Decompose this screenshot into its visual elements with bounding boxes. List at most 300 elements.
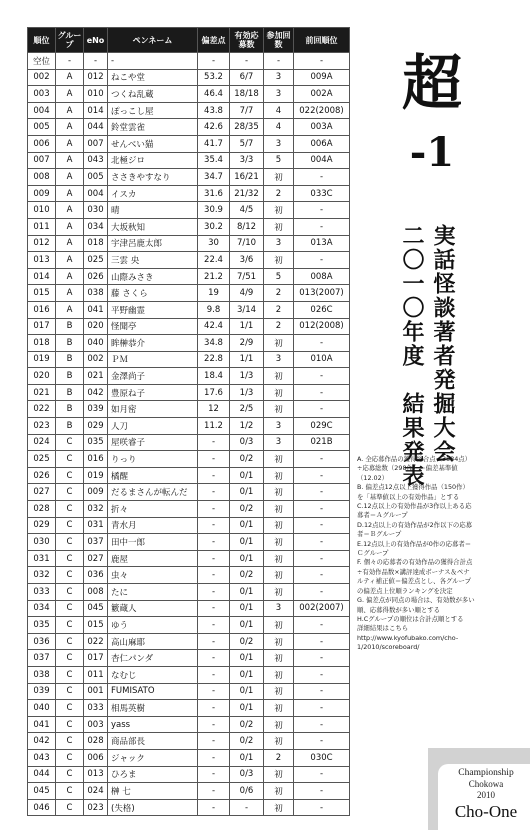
cell-deviation-score: 30.2 xyxy=(198,218,230,235)
cell-participation-count: 初 xyxy=(264,650,294,667)
table-row xyxy=(28,53,350,70)
table-row xyxy=(28,716,350,733)
cell-previous-rank: - xyxy=(294,567,350,584)
cell-entry-number: 013 xyxy=(84,766,108,783)
cell-participation-count: 2 xyxy=(264,301,294,318)
cell-rank: 040 xyxy=(28,700,56,717)
cell-participation-count: 初 xyxy=(264,534,294,551)
cell-pen-name: 商品部長 xyxy=(108,733,198,750)
cell-rank: 008 xyxy=(28,169,56,186)
cell-participation-count: 2 xyxy=(264,318,294,335)
table-row xyxy=(28,617,350,634)
cell-entry-number: 008 xyxy=(84,584,108,601)
cell-pen-name: 屋咲睿子 xyxy=(108,434,198,451)
cell-previous-rank: 029C xyxy=(294,418,350,435)
cell-rank: 021 xyxy=(28,384,56,401)
cell-entry-number: 018 xyxy=(84,235,108,252)
cell-deviation-score: 30.9 xyxy=(198,202,230,219)
cell-entry-number: 026 xyxy=(84,268,108,285)
cell-valid-entries: 0/1 xyxy=(230,550,264,567)
cell-group: C xyxy=(56,766,84,783)
cell-deviation-score: - xyxy=(198,783,230,800)
cell-participation-count: 初 xyxy=(264,484,294,501)
cell-valid-entries: 18/18 xyxy=(230,86,264,103)
cell-participation-count: 初 xyxy=(264,451,294,468)
cell-deviation-score: 9.8 xyxy=(198,301,230,318)
table-row xyxy=(28,550,350,567)
table-row xyxy=(28,235,350,252)
cell-valid-entries: 0/2 xyxy=(230,716,264,733)
cell-pen-name: ぽっこし屋 xyxy=(108,102,198,119)
cell-deviation-score: - xyxy=(198,53,230,70)
cell-entry-number: 019 xyxy=(84,467,108,484)
cell-participation-count: 初 xyxy=(264,218,294,235)
cell-participation-count: 初 xyxy=(264,202,294,219)
cell-pen-name: ねこや堂 xyxy=(108,69,198,86)
table-row xyxy=(28,318,350,335)
cell-valid-entries: 0/6 xyxy=(230,783,264,800)
cell-deviation-score: 31.6 xyxy=(198,185,230,202)
cell-deviation-score: 21.2 xyxy=(198,268,230,285)
cell-previous-rank: - xyxy=(294,451,350,468)
cell-valid-entries: 4/5 xyxy=(230,202,264,219)
cell-previous-rank: - xyxy=(294,368,350,385)
cell-valid-entries: 3/3 xyxy=(230,152,264,169)
table-row xyxy=(28,451,350,468)
cell-entry-number: 023 xyxy=(84,799,108,816)
cell-pen-name: 鹿屋 xyxy=(108,550,198,567)
cell-deviation-score: 12 xyxy=(198,401,230,418)
cell-group: A xyxy=(56,235,84,252)
cell-pen-name: ささきやすなり xyxy=(108,169,198,186)
cell-participation-count: 初 xyxy=(264,517,294,534)
cell-entry-number: 011 xyxy=(84,666,108,683)
cell-previous-rank: 010A xyxy=(294,351,350,368)
cell-previous-rank: - xyxy=(294,534,350,551)
details-label: 詳細結果はこちら xyxy=(357,624,409,633)
cell-group: A xyxy=(56,86,84,103)
cell-rank: 034 xyxy=(28,600,56,617)
cell-participation-count: 3 xyxy=(264,69,294,86)
cell-deviation-score: - xyxy=(198,666,230,683)
cell-participation-count: 3 xyxy=(264,86,294,103)
table-row xyxy=(28,700,350,717)
cell-group: C xyxy=(56,683,84,700)
cell-valid-entries: 0/1 xyxy=(230,617,264,634)
cell-rank: 029 xyxy=(28,517,56,534)
cell-valid-entries: 0/2 xyxy=(230,451,264,468)
cell-entry-number: 031 xyxy=(84,517,108,534)
cell-rank: 031 xyxy=(28,550,56,567)
cell-entry-number: 029 xyxy=(84,418,108,435)
cell-group: A xyxy=(56,119,84,136)
cell-group: B xyxy=(56,418,84,435)
cell-deviation-score: 34.7 xyxy=(198,169,230,186)
cell-participation-count: 初 xyxy=(264,633,294,650)
cell-previous-rank: - xyxy=(294,467,350,484)
table-row xyxy=(28,135,350,152)
cell-deviation-score: - xyxy=(198,534,230,551)
table-header-row xyxy=(28,28,350,53)
cell-rank: 018 xyxy=(28,335,56,352)
table-row xyxy=(28,633,350,650)
cell-previous-rank: - xyxy=(294,401,350,418)
cell-rank: 026 xyxy=(28,467,56,484)
table-row xyxy=(28,501,350,518)
cell-valid-entries: 0/2 xyxy=(230,733,264,750)
cell-valid-entries: 0/1 xyxy=(230,700,264,717)
cell-entry-number: 045 xyxy=(84,600,108,617)
cell-deviation-score: - xyxy=(198,766,230,783)
cell-entry-number: 005 xyxy=(84,169,108,186)
cell-rank: 017 xyxy=(28,318,56,335)
cell-participation-count: 初 xyxy=(264,617,294,634)
header-group: グループ xyxy=(56,28,84,53)
cell-entry-number: 037 xyxy=(84,534,108,551)
cell-rank: 022 xyxy=(28,401,56,418)
cell-previous-rank: - xyxy=(294,218,350,235)
cell-participation-count: 3 xyxy=(264,135,294,152)
cell-previous-rank: 002(2007) xyxy=(294,600,350,617)
cell-deviation-score: 41.7 xyxy=(198,135,230,152)
title-event-name: 実話怪談著者発掘大会 xyxy=(430,224,455,464)
header-entry-number: eNo xyxy=(84,28,108,53)
cell-entry-number: 035 xyxy=(84,434,108,451)
cell-valid-entries: 21/32 xyxy=(230,185,264,202)
table-row xyxy=(28,650,350,667)
cell-deviation-score: - xyxy=(198,501,230,518)
cell-previous-rank: 013(2007) xyxy=(294,285,350,302)
cell-rank: 009 xyxy=(28,185,56,202)
cell-previous-rank: 033C xyxy=(294,185,350,202)
cell-pen-name: 眸榊恭介 xyxy=(108,335,198,352)
cell-participation-count: 2 xyxy=(264,285,294,302)
cell-deviation-score: 53.2 xyxy=(198,69,230,86)
cell-deviation-score: 42.6 xyxy=(198,119,230,136)
table-row xyxy=(28,401,350,418)
cell-valid-entries: 3/14 xyxy=(230,301,264,318)
cell-rank: 015 xyxy=(28,285,56,302)
cell-rank: 空位 xyxy=(28,53,56,70)
cell-valid-entries: 8/12 xyxy=(230,218,264,235)
cell-rank: 043 xyxy=(28,749,56,766)
cell-pen-name: 如月密 xyxy=(108,401,198,418)
details-link[interactable]: http://www.kyofubako.com/cho-1/2010/scoreboard/ xyxy=(357,633,459,652)
cell-entry-number: 038 xyxy=(84,285,108,302)
cell-entry-number: 010 xyxy=(84,86,108,103)
cell-group: C xyxy=(56,633,84,650)
cell-valid-entries: 0/2 xyxy=(230,633,264,650)
cell-valid-entries: 6/7 xyxy=(230,69,264,86)
cell-pen-name: 山際みさき xyxy=(108,268,198,285)
cell-deviation-score: - xyxy=(198,683,230,700)
cell-entry-number: 036 xyxy=(84,567,108,584)
cell-pen-name: ひろま xyxy=(108,766,198,783)
cell-previous-rank: - xyxy=(294,666,350,683)
table-row xyxy=(28,749,350,766)
note-h: H.Cグループの順位は合計点順とする xyxy=(357,614,464,623)
cell-entry-number: 024 xyxy=(84,783,108,800)
cell-group: C xyxy=(56,517,84,534)
cell-valid-entries: 28/35 xyxy=(230,119,264,136)
cell-valid-entries: 1/2 xyxy=(230,418,264,435)
cell-entry-number: 041 xyxy=(84,301,108,318)
cell-entry-number: 043 xyxy=(84,152,108,169)
table-row xyxy=(28,517,350,534)
cell-deviation-score: 35.4 xyxy=(198,152,230,169)
cell-rank: 035 xyxy=(28,617,56,634)
cell-previous-rank: 004A xyxy=(294,152,350,169)
cell-entry-number: 009 xyxy=(84,484,108,501)
cell-pen-name: 怪聞亭 xyxy=(108,318,198,335)
cell-group: C xyxy=(56,567,84,584)
cell-pen-name: 田中一郎 xyxy=(108,534,198,551)
table-row xyxy=(28,285,350,302)
cell-deviation-score: - xyxy=(198,517,230,534)
cell-rank: 020 xyxy=(28,368,56,385)
cell-participation-count: 初 xyxy=(264,567,294,584)
cell-entry-number: 012 xyxy=(84,69,108,86)
cell-rank: 044 xyxy=(28,766,56,783)
cell-group: C xyxy=(56,600,84,617)
table-row xyxy=(28,185,350,202)
cell-previous-rank: 009A xyxy=(294,69,350,86)
table-row xyxy=(28,86,350,103)
cell-entry-number: 027 xyxy=(84,550,108,567)
note-e: E.12点以上の有効作品が0作の応募者＝Ｃグループ xyxy=(357,539,472,558)
cell-pen-name: 籔蔵人 xyxy=(108,600,198,617)
cell-group: C xyxy=(56,501,84,518)
table-row xyxy=(28,252,350,269)
cell-entry-number: 033 xyxy=(84,700,108,717)
cell-pen-name: yass xyxy=(108,716,198,733)
cell-rank: 003 xyxy=(28,86,56,103)
cell-deviation-score: - xyxy=(198,650,230,667)
cell-group: A xyxy=(56,268,84,285)
cell-previous-rank: - xyxy=(294,53,350,70)
table-row xyxy=(28,600,350,617)
cell-rank: 036 xyxy=(28,633,56,650)
cell-group: C xyxy=(56,733,84,750)
cell-pen-name: 晴 xyxy=(108,202,198,219)
note-g: G. 偏差点が同点の場合は、有効数が多い順、応募得数が多い順とする xyxy=(357,596,475,614)
cell-deviation-score: 17.6 xyxy=(198,384,230,401)
cell-previous-rank: 002A xyxy=(294,86,350,103)
cell-valid-entries: 2/5 xyxy=(230,401,264,418)
cell-rank: 012 xyxy=(28,235,56,252)
cell-previous-rank: 006A xyxy=(294,135,350,152)
cell-group: C xyxy=(56,783,84,800)
cell-deviation-score: - xyxy=(198,733,230,750)
cell-rank: 023 xyxy=(28,418,56,435)
cell-pen-name: 藤 さくら xyxy=(108,285,198,302)
cell-deviation-score: - xyxy=(198,584,230,601)
cell-pen-name: 大坂秋知 xyxy=(108,218,198,235)
cell-participation-count: 初 xyxy=(264,783,294,800)
cell-rank: 037 xyxy=(28,650,56,667)
cell-group: B xyxy=(56,318,84,335)
cell-group: A xyxy=(56,301,84,318)
cell-group: B xyxy=(56,368,84,385)
table-row xyxy=(28,534,350,551)
cell-group: C xyxy=(56,617,84,634)
cell-entry-number: 014 xyxy=(84,102,108,119)
cell-pen-name: イスカ xyxy=(108,185,198,202)
badge-line-3: 2010 xyxy=(477,790,495,800)
badge-line-1: Championship xyxy=(458,768,514,778)
cell-group: A xyxy=(56,285,84,302)
badge-panel xyxy=(438,764,530,830)
cell-previous-rank: - xyxy=(294,501,350,518)
cell-participation-count: 初 xyxy=(264,368,294,385)
cell-participation-count: 2 xyxy=(264,749,294,766)
cell-entry-number: 003 xyxy=(84,716,108,733)
cell-deviation-score: 19 xyxy=(198,285,230,302)
cell-entry-number: 020 xyxy=(84,318,108,335)
cell-deviation-score: - xyxy=(198,484,230,501)
cell-rank: 002 xyxy=(28,69,56,86)
cell-previous-rank: 013A xyxy=(294,235,350,252)
cell-rank: 039 xyxy=(28,683,56,700)
cell-entry-number: 025 xyxy=(84,252,108,269)
header-previous-rank: 前回順位 xyxy=(294,28,350,53)
note-f: F. 個々の応募者の有効作品の獲得合計点÷有効作品数×講評達成ボーナス＆ペナルティ補正値＝偏差点とし、各グループの偏差点上位順ランキングを決定 xyxy=(357,558,473,595)
cell-deviation-score: - xyxy=(198,434,230,451)
cell-previous-rank: - xyxy=(294,700,350,717)
header-deviation-score: 偏差点 xyxy=(198,28,230,53)
cell-pen-name: 平野幽霊 xyxy=(108,301,198,318)
cell-valid-entries: 5/7 xyxy=(230,135,264,152)
cell-previous-rank: - xyxy=(294,650,350,667)
cell-valid-entries: 0/1 xyxy=(230,666,264,683)
cell-participation-count: 初 xyxy=(264,401,294,418)
cell-deviation-score: - xyxy=(198,716,230,733)
cell-participation-count: 3 xyxy=(264,418,294,435)
cell-participation-count: - xyxy=(264,53,294,70)
note-c: C.12点以上の有効作品が3作以上ある応募者＝Ａグループ xyxy=(357,502,472,520)
cell-entry-number: 016 xyxy=(84,451,108,468)
cell-participation-count: 4 xyxy=(264,102,294,119)
cell-pen-name: 相馬英樹 xyxy=(108,700,198,717)
cell-valid-entries: 1/1 xyxy=(230,318,264,335)
cell-valid-entries: 0/3 xyxy=(230,434,264,451)
cell-deviation-score: - xyxy=(198,467,230,484)
cell-valid-entries: 0/1 xyxy=(230,683,264,700)
cell-pen-name: 杏仁パンダ xyxy=(108,650,198,667)
cell-valid-entries: 0/1 xyxy=(230,584,264,601)
cell-participation-count: 3 xyxy=(264,434,294,451)
header-pen-name: ペンネーム xyxy=(108,28,198,53)
cell-valid-entries: 0/1 xyxy=(230,484,264,501)
table-row xyxy=(28,169,350,186)
cell-pen-name: 折々 xyxy=(108,501,198,518)
cell-group: C xyxy=(56,716,84,733)
cell-pen-name: たに xyxy=(108,584,198,601)
cell-previous-rank: - xyxy=(294,484,350,501)
cell-entry-number: 001 xyxy=(84,683,108,700)
cell-deviation-score: - xyxy=(198,567,230,584)
cell-pen-name: ＰＭ xyxy=(108,351,198,368)
cell-group: C xyxy=(56,434,84,451)
cell-pen-name: つくね乱蔵 xyxy=(108,86,198,103)
cell-group: A xyxy=(56,152,84,169)
cell-group: C xyxy=(56,749,84,766)
cell-group: A xyxy=(56,218,84,235)
cell-entry-number: 044 xyxy=(84,119,108,136)
table-row xyxy=(28,567,350,584)
cell-previous-rank: - xyxy=(294,783,350,800)
cell-group: C xyxy=(56,584,84,601)
title-year-results: 二〇一〇年度 結果発表 xyxy=(399,224,424,488)
cell-previous-rank: - xyxy=(294,617,350,634)
cell-previous-rank: - xyxy=(294,169,350,186)
cell-rank: 046 xyxy=(28,799,56,816)
cell-previous-rank: 003A xyxy=(294,119,350,136)
cell-pen-name: 鈴堂雲雀 xyxy=(108,119,198,136)
cell-valid-entries: 0/1 xyxy=(230,650,264,667)
cell-entry-number: 040 xyxy=(84,335,108,352)
cell-entry-number: 021 xyxy=(84,368,108,385)
cell-participation-count: 初 xyxy=(264,700,294,717)
cell-valid-entries: 2/9 xyxy=(230,335,264,352)
cell-previous-rank: - xyxy=(294,202,350,219)
cell-previous-rank: - xyxy=(294,633,350,650)
cell-valid-entries: 4/9 xyxy=(230,285,264,302)
cell-rank: 028 xyxy=(28,501,56,518)
cell-participation-count: 初 xyxy=(264,666,294,683)
table-row xyxy=(28,301,350,318)
cell-participation-count: 5 xyxy=(264,268,294,285)
cell-rank: 042 xyxy=(28,733,56,750)
cell-previous-rank: 030C xyxy=(294,749,350,766)
cell-rank: 027 xyxy=(28,484,56,501)
cell-previous-rank: - xyxy=(294,584,350,601)
cell-deviation-score: 11.2 xyxy=(198,418,230,435)
cell-group: A xyxy=(56,69,84,86)
cell-participation-count: 初 xyxy=(264,766,294,783)
cell-participation-count: 初 xyxy=(264,584,294,601)
cell-deviation-score: 34.8 xyxy=(198,335,230,352)
cell-pen-name: なむじ xyxy=(108,666,198,683)
cell-participation-count: 初 xyxy=(264,335,294,352)
cell-group: - xyxy=(56,53,84,70)
cell-entry-number: 017 xyxy=(84,650,108,667)
cell-deviation-score: - xyxy=(198,633,230,650)
table-row xyxy=(28,335,350,352)
cell-pen-name: - xyxy=(108,53,198,70)
title-chao: 超 xyxy=(402,49,462,119)
cell-valid-entries: 1/3 xyxy=(230,368,264,385)
badge-line-4: Cho-One xyxy=(454,802,518,821)
cell-participation-count: 初 xyxy=(264,384,294,401)
cell-deviation-score: 46.4 xyxy=(198,86,230,103)
cell-participation-count: 初 xyxy=(264,252,294,269)
cell-valid-entries: 7/7 xyxy=(230,102,264,119)
cell-pen-name: 北極ジロ xyxy=(108,152,198,169)
cell-pen-name: 高山麻耶 xyxy=(108,633,198,650)
cell-pen-name: ゆう xyxy=(108,617,198,634)
cell-group: C xyxy=(56,799,84,816)
cell-rank: 014 xyxy=(28,268,56,285)
cell-rank: 016 xyxy=(28,301,56,318)
cell-deviation-score: - xyxy=(198,700,230,717)
cell-group: C xyxy=(56,550,84,567)
cell-rank: 013 xyxy=(28,252,56,269)
cell-rank: 005 xyxy=(28,119,56,136)
cell-pen-name: 金澤尚子 xyxy=(108,368,198,385)
cell-pen-name: りっり xyxy=(108,451,198,468)
cell-previous-rank: - xyxy=(294,766,350,783)
